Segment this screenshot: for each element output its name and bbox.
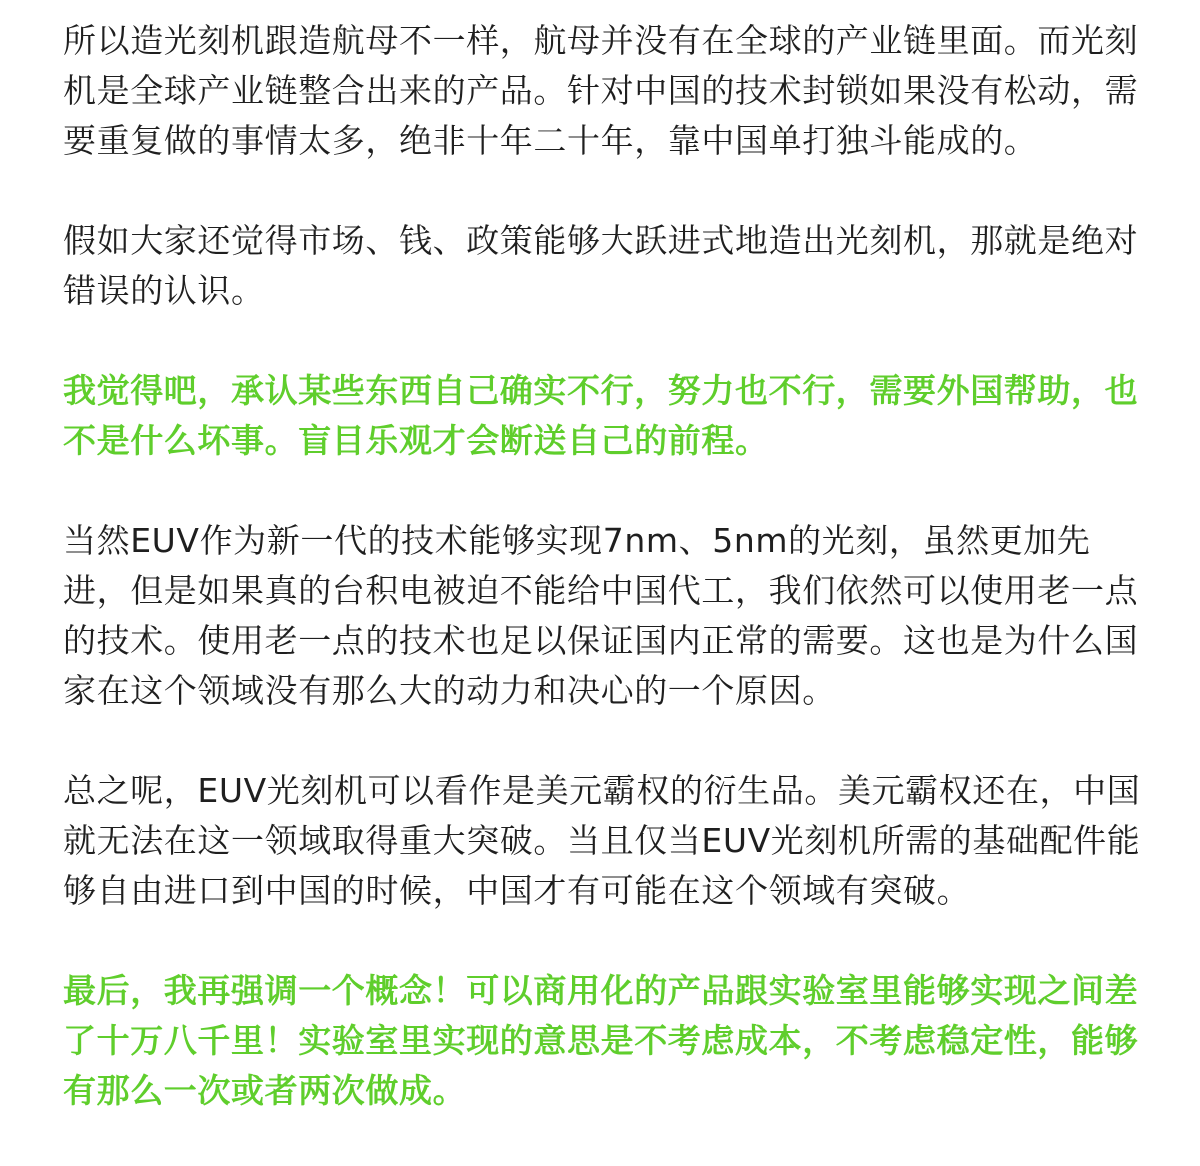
paragraph-highlight-admit-weakness: 我觉得吧，承认某些东西自己确实不行，努力也不行，需要外国帮助，也不是什么坏事。盲目乐观才会断送自己的前程。 [63,371,1139,460]
paragraph-lithography-vs-carrier: 所以造光刻机跟造航母不一样，航母并没有在全球的产业链里面。而光刻机是全球产业链整合出来的产品。针对中国的技术封锁如果没有松动，需要重复做的事情太多，绝非十年二十年，靠中国单打独斗能成的。 [63,21,1139,160]
paragraph-dollar-hegemony: 总之呢，EUV光刻机可以看作是美元霸权的衍生品。美元霸权还在，中国就无法在这一领域取得重大突破。当且仅当EUV光刻机所需的基础配件能够自由进口到中国的时候，中国才有可能在这个领域有突破。 [63,771,1141,910]
paragraph-market-misconception: 假如大家还觉得市场、钱、政策能够大跃进式地造出光刻机，那就是绝对错误的认识。 [63,221,1139,310]
paragraph-euv-older-tech: 当然EUV作为新一代的技术能够实现7nm、5nm的光刻，虽然更加先进，但是如果真的台积电被迫不能给中国代工，我们依然可以使用老一点的技术。使用老一点的技术也足以保证国内正常的需要。这也是为什么国家在这个领域没有那么大的动力和决心的一个原因。 [63,521,1139,710]
article-body [63,16,1153,1166]
paragraph-highlight-lab-vs-commercial: 最后，我再强调一个概念！可以商用化的产品跟实验室里能够实现之间差了十万八千里！实验室里实现的意思是不考虑成本，不考虑稳定性，能够有那么一次或者两次做成。 [63,971,1139,1110]
